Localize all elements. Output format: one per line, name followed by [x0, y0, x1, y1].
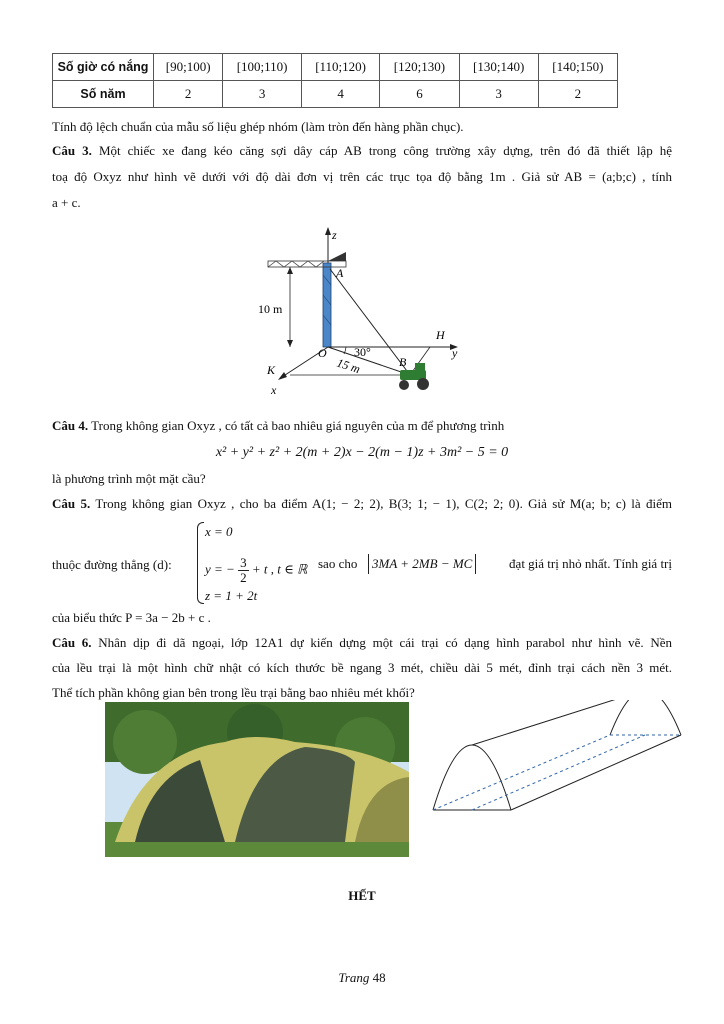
- q4-text1: Trong không gian Oxyz , có tất cả bao nhiêu giá nguyên của m để phương trình: [91, 418, 505, 433]
- q3-text1: Một chiếc xe đang kéo căng sợi dây cáp AB trong công trường xây dựng, trên đó đã thiết lập hệ: [98, 143, 672, 158]
- q5-text1: Trong không gian Oxyz , cho ba điểm A(1; − 2; 2), B(3; 1; − 1), C(2; 2; 0). Giả sử M(a; b; c) là điểm: [95, 496, 672, 511]
- end-marker: HẾT: [348, 888, 376, 903]
- label-B: B: [399, 355, 407, 369]
- q3-line3: a + c.: [52, 195, 81, 210]
- label-distance: 15 m: [335, 355, 362, 377]
- label-z: z: [332, 228, 337, 242]
- q5-fraction: [238, 556, 249, 585]
- q5-sys1: x = 0: [205, 524, 233, 539]
- table-cell: 3: [459, 81, 538, 108]
- q5-frac-den: 2: [240, 570, 247, 585]
- q6-line1: [52, 634, 672, 652]
- q5-sys3: z = 1 + 2t: [205, 588, 258, 603]
- system-brace: [197, 522, 204, 604]
- table-cell: [130;140): [459, 54, 538, 81]
- table-cell: [120;130): [380, 54, 459, 81]
- q5-mid: sao cho: [318, 556, 358, 571]
- label-K: K: [267, 363, 276, 377]
- footer-prefix: Trang: [338, 970, 370, 985]
- table-header-hours: Số giờ có nắng: [53, 54, 154, 81]
- q4-line2: là phương trình một mặt cầu?: [52, 471, 206, 486]
- q3-line1: [52, 142, 672, 160]
- table-cell: [100;110): [223, 54, 301, 81]
- label-O: O: [318, 346, 327, 360]
- q5-sys2-post: + t , t ∈ ℝ: [251, 561, 308, 577]
- q5-sys2: [205, 556, 307, 585]
- parabolic-tent-diagram: [425, 700, 695, 850]
- table-row: [53, 81, 618, 108]
- label-angle: 30°: [354, 345, 371, 359]
- table-row: [53, 54, 618, 81]
- q5-abs-expression: 3MA + 2MB − MC: [368, 554, 476, 574]
- table-cell: [140;150): [538, 54, 617, 81]
- table-cell: [90;100): [154, 54, 223, 81]
- label-H: H: [436, 328, 445, 342]
- tent-photo: [105, 702, 409, 857]
- q3-label: Câu 3.: [52, 143, 92, 158]
- q6-line2: của lều trại là một hình chữ nhật có kích thước bề ngang 3 mét, chiều dài 5 mét, đỉnh trại cách nền 3 mét.: [52, 660, 672, 675]
- table-cell: 2: [154, 81, 223, 108]
- q5-label: Câu 5.: [52, 496, 91, 511]
- q5-line-pre: thuộc đường thẳng (d):: [52, 557, 172, 572]
- page-footer: [0, 970, 724, 986]
- page-number: 48: [372, 970, 386, 985]
- q5-post: đạt giá trị nhỏ nhất. Tính giá trị: [509, 556, 672, 571]
- label-x: x: [271, 383, 277, 397]
- frequency-table: [52, 53, 618, 108]
- label-A: A: [336, 266, 344, 280]
- q5-line3: của biểu thức P = 3a − 2b + c .: [52, 610, 211, 625]
- table-cell: 6: [380, 81, 459, 108]
- label-height: 10 m: [258, 302, 283, 316]
- q5-line1: [52, 495, 672, 513]
- q4-label: Câu 4.: [52, 418, 89, 433]
- q6-line3: Thể tích phần không gian bên trong lều trại bằng bao nhiêu mét khối?: [52, 685, 415, 700]
- table-question-text: Tính độ lệch chuẩn của mẫu số liệu ghép nhóm (làm tròn đến hàng phần chục).: [52, 119, 464, 134]
- table-header-years: Số năm: [53, 81, 154, 108]
- table-cell: 2: [538, 81, 617, 108]
- q5-sys2-pre: y = −: [205, 561, 235, 577]
- table-cell: 4: [301, 81, 379, 108]
- table-cell: 3: [223, 81, 301, 108]
- label-y: y: [452, 346, 458, 360]
- q4-line1: [52, 417, 672, 435]
- q6-text1: Nhân dịp đi dã ngoại, lớp 12A1 dự kiến dựng một cái trại có dạng hình parabol như hình vẽ. Nền: [98, 635, 672, 650]
- q4-equation: x² + y² + z² + 2(m + 2)x − 2(m − 1)z + 3m² − 5 = 0: [215, 445, 509, 460]
- q5-frac-num: 3: [240, 555, 247, 570]
- table-cell: [110;120): [301, 54, 379, 81]
- q3-line2: toạ độ Oxyz như hình vẽ dưới với độ dài đơn vị trên các trục tọa độ bằng 1m . Giả sử AB = (a;b;c) , tính: [52, 169, 672, 184]
- crane-figure: [250, 225, 470, 400]
- q6-label: Câu 6.: [52, 635, 92, 650]
